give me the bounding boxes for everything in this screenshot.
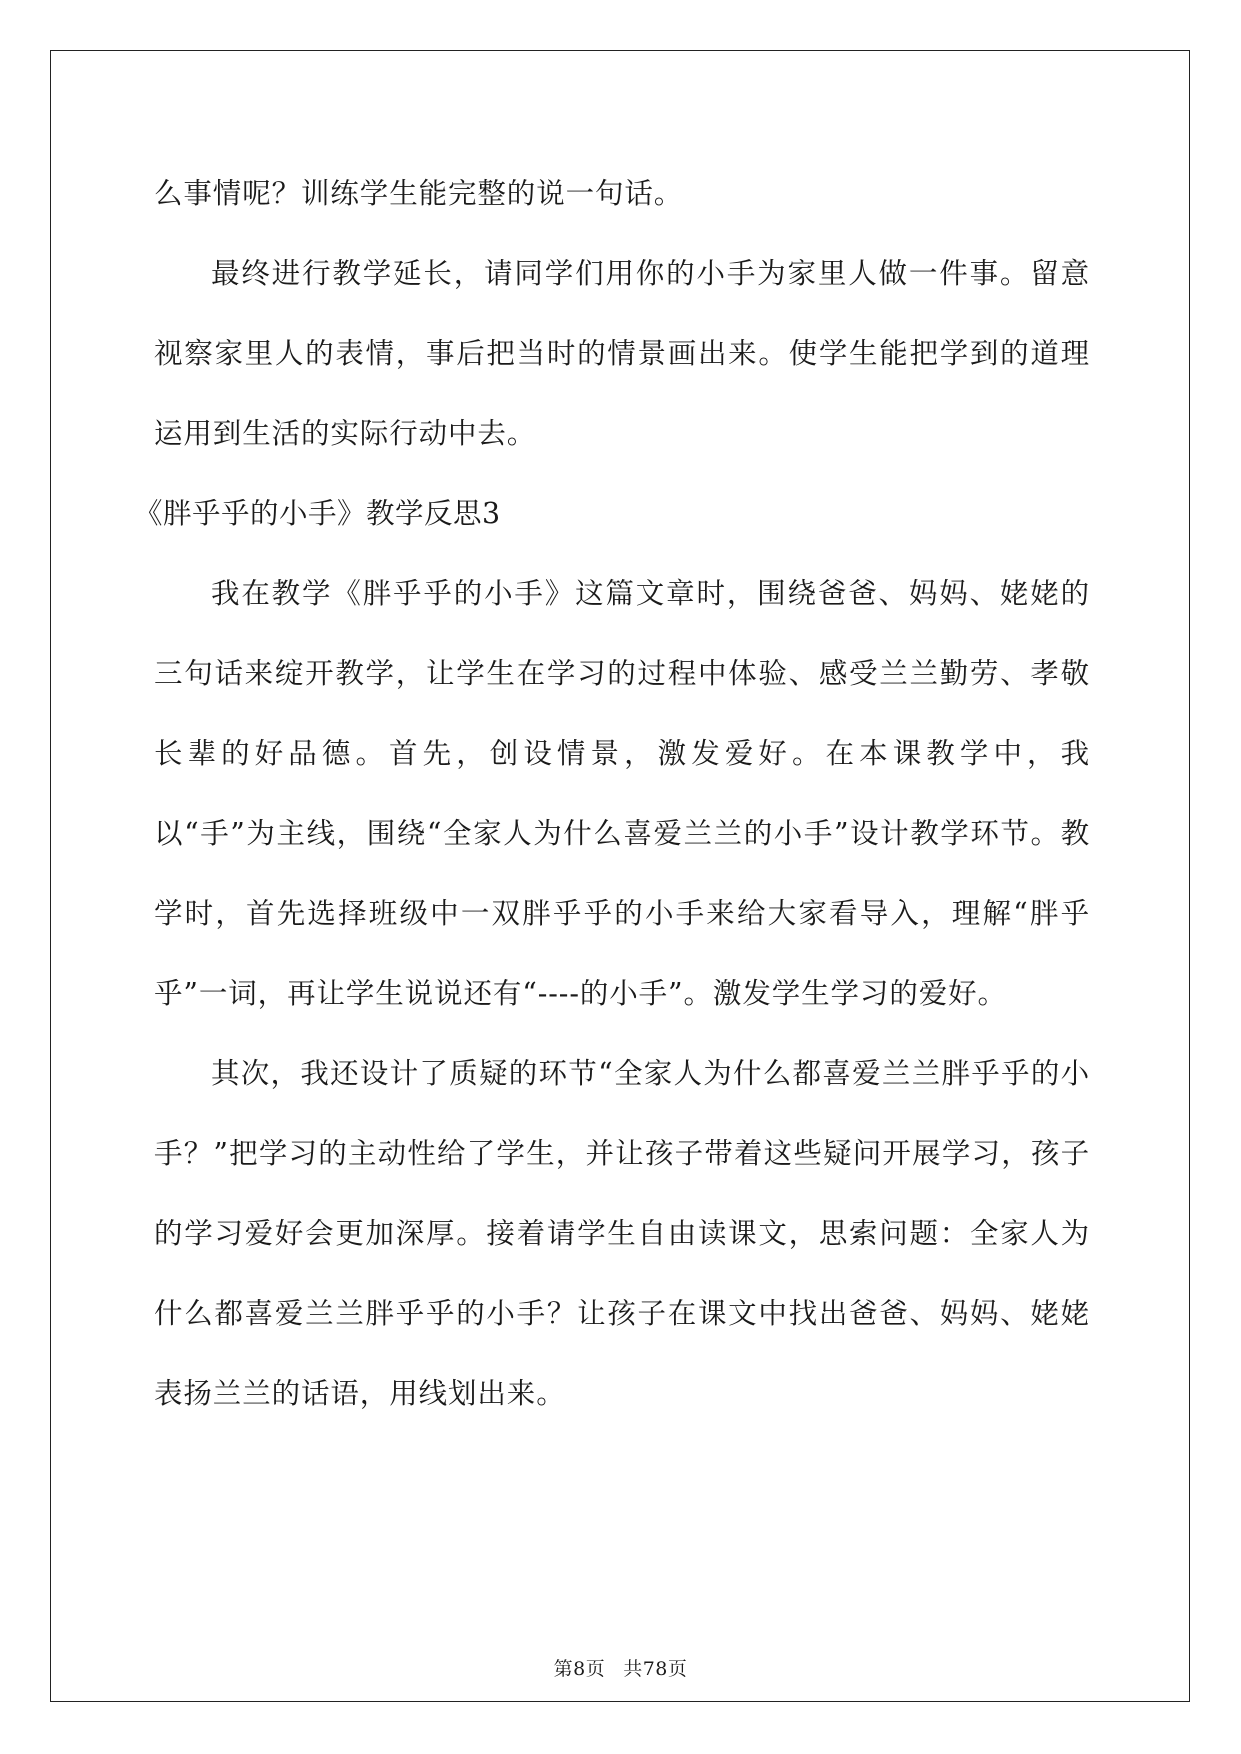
document-body xyxy=(134,154,1090,1434)
paragraph-reflection-intro: 我在教学《胖乎乎的小手》这篇文章时，围绕爸爸、妈妈、姥姥的三句话来绽开教学，让学生在学习的过程中体验、感受兰兰勤劳、孝敬长辈的好品德。首先，创设情景，激发爱好。在本课教学中，我以“手”为主线，围绕“全家人为什么喜爱兰兰的小手”设计教学环节。教学时，首先选择班级中一双胖乎乎的小手来给大家看导入，理解“胖乎乎”一词，再让学生说说还有“----的小手”。激发学生学习的爱好。 xyxy=(154,577,1090,1010)
paragraph-extension: 最终进行教学延长，请同学们用你的小手为家里人做一件事。留意视察家里人的表情，事后把当时的情景画出来。使学生能把学到的道理运用到生活的实际行动中去。 xyxy=(154,257,1090,450)
paragraph-reflection-questioning: 其次，我还设计了质疑的环节“全家人为什么都喜爱兰兰胖乎乎的小手？”把学习的主动性给了学生，并让孩子带着这些疑问开展学习，孩子的学习爱好会更加深厚。接着请学生自由读课文，思索问题：全家人为什么都喜爱兰兰胖乎乎的小手？让孩子在课文中找出爸爸、妈妈、姥姥表扬兰兰的话语，用线划出来。 xyxy=(154,1057,1090,1410)
page-number-total: 共78页 xyxy=(623,1658,688,1680)
paragraph-continuation: 么事情呢？训练学生能完整的说一句话。 xyxy=(154,177,684,210)
section-heading: 《胖乎乎的小手》教学反思3 xyxy=(134,497,501,530)
page-footer xyxy=(0,1654,1241,1681)
page-number-current: 第8页 xyxy=(553,1658,606,1680)
